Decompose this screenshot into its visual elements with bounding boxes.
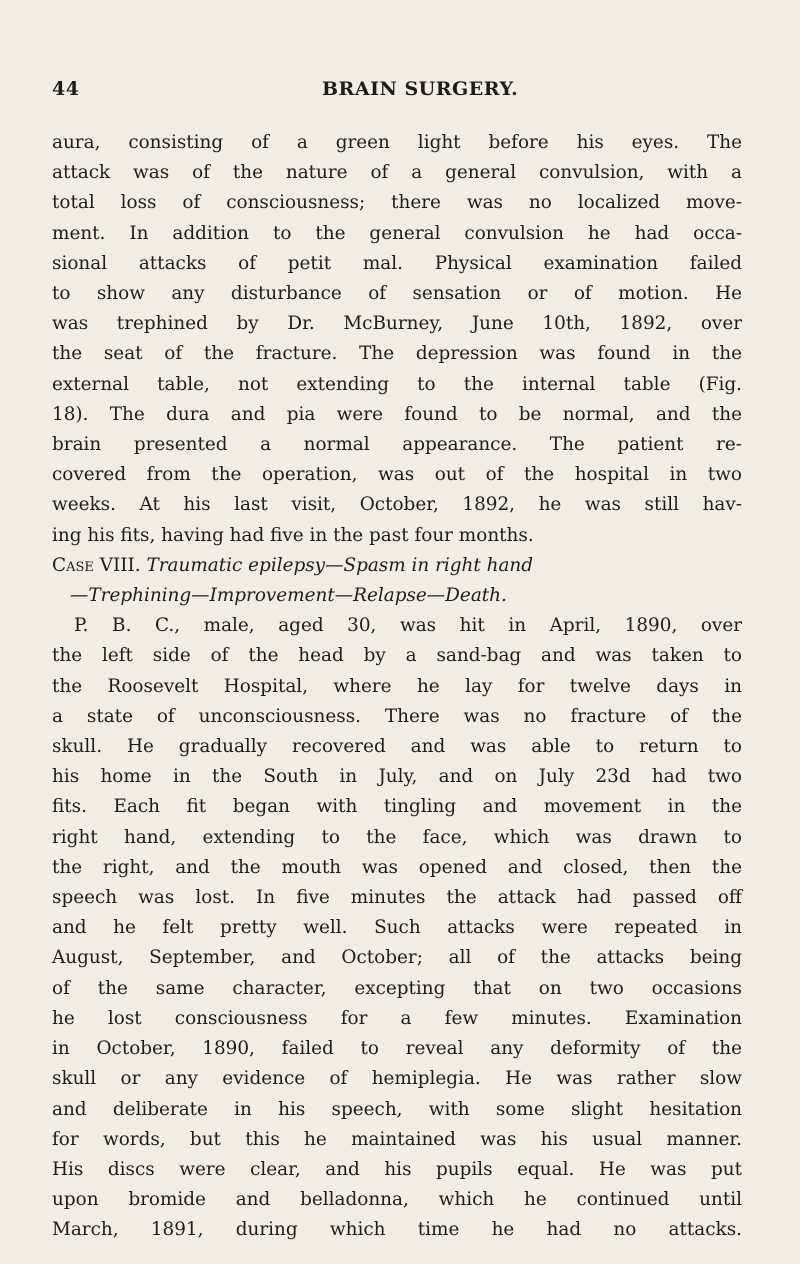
text-line: P. B. C., male, aged 30, was hit in April, 1890, over xyxy=(74,615,742,637)
text-line: March, 1891, during which time he had no attacks. xyxy=(52,1219,742,1241)
text-line: was trephined by Dr. McBurney, June 10th, 1892, over xyxy=(52,313,742,335)
page-header xyxy=(52,78,752,104)
text-line: and he felt pretty well. Such attacks were repeated in xyxy=(52,917,742,939)
text-line: his home in the South in July, and on July 23d had two xyxy=(52,766,742,788)
text-line: fits. Each fit began with tingling and movement in the xyxy=(52,796,742,818)
text-line: and deliberate in his speech, with some slight hesitation xyxy=(52,1098,742,1120)
case-heading-line-1 xyxy=(52,551,742,581)
text-line: to show any disturbance of sensation or of motion. He xyxy=(52,283,742,305)
case-label: Case VIII. xyxy=(52,554,141,576)
text-line: a state of unconsciousness. There was no fracture of the xyxy=(52,705,742,727)
case-heading xyxy=(52,551,742,611)
paragraph-continuation xyxy=(52,128,742,551)
text-line: the seat of the fracture. The depression was found in the xyxy=(52,343,742,365)
text-line: speech was lost. In five minutes the attack had passed off xyxy=(52,887,742,909)
paragraph-case-viii xyxy=(52,611,742,1245)
text-line: of the same character, excepting that on two occasions xyxy=(52,977,742,999)
page-number: 44 xyxy=(52,78,80,100)
text-line: the right, and the mouth was opened and closed, then the xyxy=(52,856,742,878)
text-line: attack was of the nature of a general convulsion, with a xyxy=(52,162,742,184)
text-line: skull or any evidence of hemiplegia. He was rather slow xyxy=(52,1068,742,1090)
text-line: total loss of consciousness; there was no localized move- xyxy=(52,192,742,214)
text-line: ing his fits, having had five in the past four months. xyxy=(52,524,534,546)
text-line: for words, but this he maintained was his usual manner. xyxy=(52,1128,742,1150)
case-heading-line-2: —Trephining—Improvement—Relapse—Death. xyxy=(70,585,507,607)
text-line: he lost consciousness for a few minutes. Examination xyxy=(52,1007,742,1029)
text-line: aura, consisting of a green light before his eyes. The xyxy=(52,132,742,153)
text-line: sional attacks of petit mal. Physical examination failed xyxy=(52,252,742,274)
text-line: the Roosevelt Hospital, where he lay for twelve days in xyxy=(52,675,742,697)
text-line: August, September, and October; all of the attacks being xyxy=(52,947,742,969)
text-line: external table, not extending to the internal table (Fig. xyxy=(52,373,742,395)
text-line: covered from the operation, was out of the hospital in two xyxy=(52,464,742,486)
text-line: 18). The dura and pia were found to be normal, and the xyxy=(52,403,742,425)
body-text xyxy=(52,128,742,1246)
text-line: ment. In addition to the general convulsion he had occa- xyxy=(52,222,742,244)
running-head: BRAIN SURGERY. xyxy=(322,78,519,100)
text-line: weeks. At his last visit, October, 1892, he was still hav- xyxy=(52,494,742,516)
text-line: the left side of the head by a sand-bag and was taken to xyxy=(52,645,742,667)
text-line: in October, 1890, failed to reveal any deformity of the xyxy=(52,1038,742,1060)
text-line: skull. He gradually recovered and was able to return to xyxy=(52,736,742,758)
text-line: upon bromide and belladonna, which he continued until xyxy=(52,1189,742,1211)
text-line: right hand, extending to the face, which was drawn to xyxy=(52,826,742,848)
text-line: brain presented a normal appearance. The patient re- xyxy=(52,434,742,456)
case-title: Traumatic epilepsy—Spasm in right hand xyxy=(146,554,534,576)
text-line: His discs were clear, and his pupils equal. He was put xyxy=(52,1158,742,1180)
